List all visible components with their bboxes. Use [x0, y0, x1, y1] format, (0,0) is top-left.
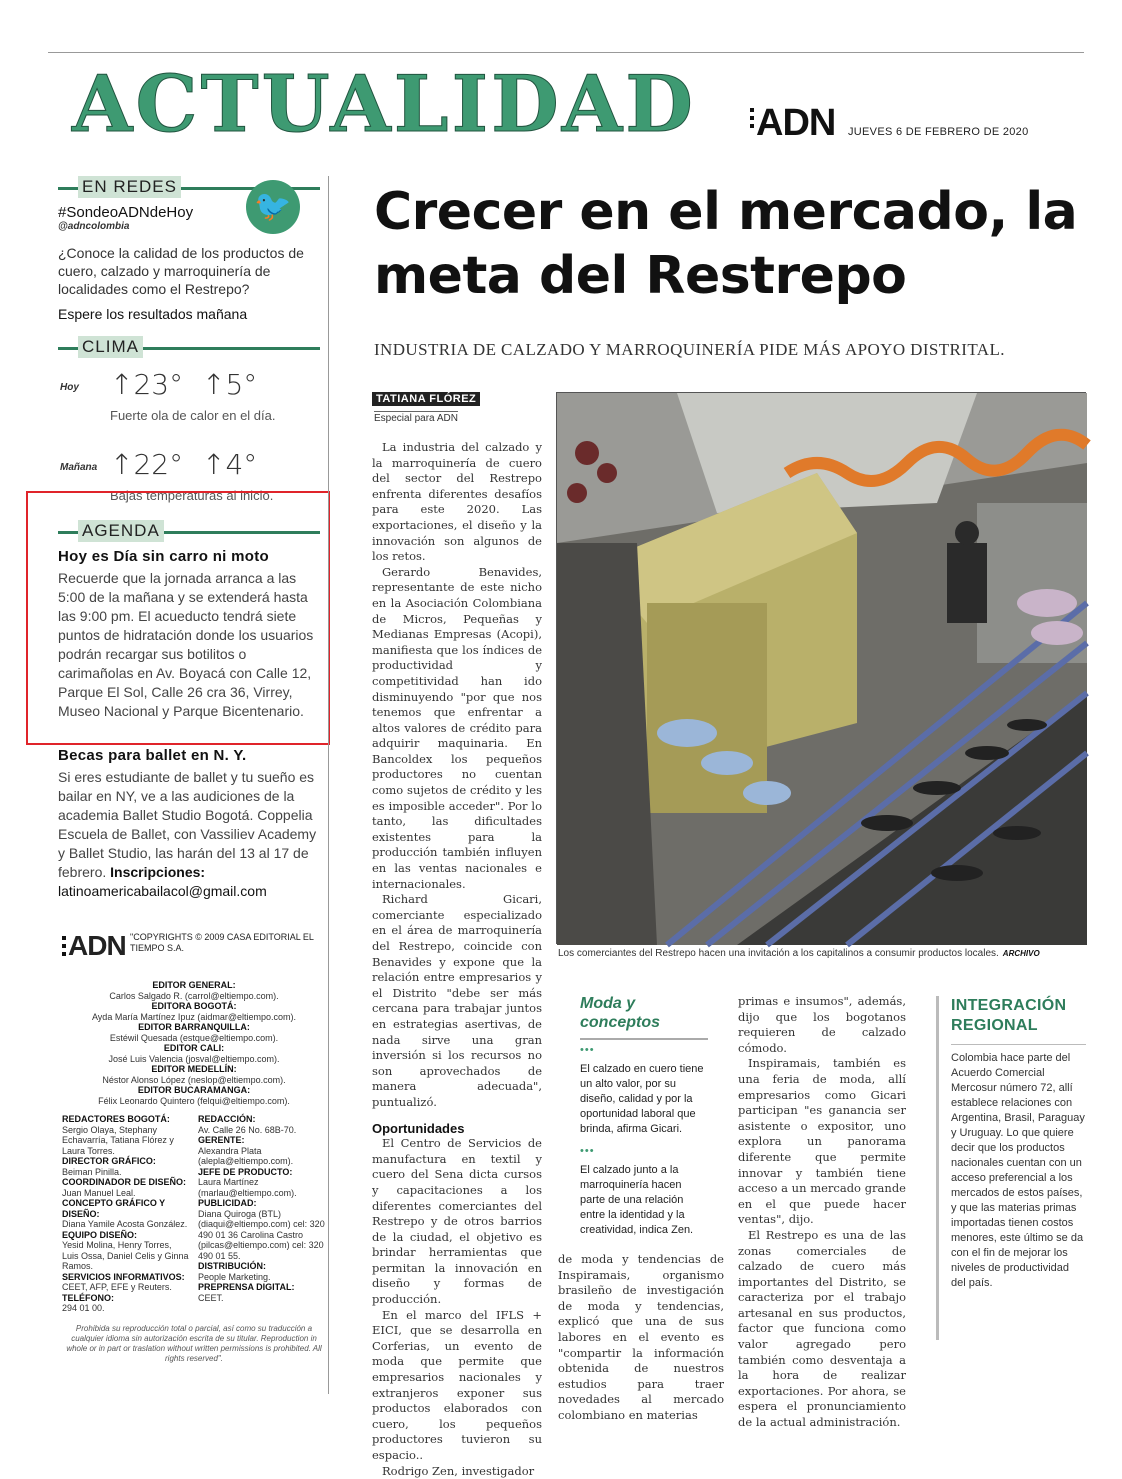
photo-caption: Los comerciantes del Restrepo hacen una invitación a los capitalinos a consumir productos locales. ARCHIVO [558, 948, 1040, 959]
highlight-box [26, 491, 330, 745]
section-title: ACTUALIDAD [72, 59, 696, 150]
credit-name: People Marketing. [198, 1271, 271, 1282]
paragraph: Rodrigo Zen, investigador [382, 1463, 535, 1478]
credit-name: Yesid Molina, Henry Torres, Luis Ossa, Daniel Celis y Ginna Ramos. [62, 1240, 189, 1271]
paragraph: primas e insumos", además, dijo que los bogotanos requieren de calzado cómodo. [738, 994, 906, 1055]
paragraph: La industria del calzado y la marroquinería de cuero del sector del Restrepo enfrenta diferentes desafíos para este 2020. Las exportaciones, el diseño y la innovación son algunos de los retos. [372, 440, 542, 564]
credit-role: TELÉFONO: [62, 1292, 114, 1303]
moda-item: El calzado junto a la marroquinería hacen parte de una relación entre la identidad y la creatividad, indica Zen. [580, 1164, 694, 1236]
credit-name: Av. Calle 26 No. 68B-70. [198, 1124, 297, 1135]
hashtag[interactable]: #SondeoADNdeHoy [58, 204, 194, 221]
weather-min: ↑4° [202, 448, 258, 481]
author-role: Especial para ADN [374, 413, 458, 424]
integracion-text: Colombia hace parte del Acuerdo Comercial Mercosur número 72, allí establece relaciones con Argentina, Brasil, Paraguay y Uruguay. Lo que quiere decir que los productos nacionales cuentan con un acceso preferencial a los mercados de estos países, y que las materias primas importadas tienen costos menores, este último se da con el fin de mejorar los niveles de productividad del país. [951, 1052, 1085, 1289]
credit-role: EDITOR CALI: [163, 1043, 225, 1053]
credit-role: REDACCIÓN: [198, 1114, 256, 1124]
credit-name: CEET, AFP, EFE y Reuters. [62, 1282, 172, 1292]
top-rule [48, 52, 1084, 53]
credit-name: Carlos Salgado R. (carrol@eltiempo.com). [109, 990, 279, 1001]
credit-role: PREPRENSA DIGITAL: [198, 1282, 295, 1292]
credit-name: CEET. [198, 1292, 224, 1303]
masthead [62, 932, 326, 1364]
credit-name: Diana Quiroga (BTL) (diaqui@eltiempo.com) cel: 320 490 01 36 Carolina Castro (pilcas@eltiempo.com) cel: 320 490 01 55. [198, 1208, 325, 1261]
copyright: "COPYRIGHTS © 2009 CASA EDITORIAL EL TIEMPO S.A. [130, 932, 314, 953]
article-column-3 [738, 994, 906, 1431]
moda-title: Moda y conceptos [580, 995, 661, 1031]
credit-role: COORDINADOR DE DISEÑO: [62, 1177, 187, 1187]
credit-role: CONCEPTO GRÁFICO Y DISEÑO: [62, 1198, 166, 1219]
weather-day: Mañana [60, 462, 98, 473]
social-handle[interactable]: @adncolombia [58, 221, 130, 232]
article-column-1 [372, 440, 542, 1479]
credit-role: REDACTORES BOGOTÁ: [62, 1114, 170, 1124]
integracion-box [936, 996, 1086, 1340]
brand-logo-footer: ADN [68, 930, 126, 961]
credit-role: GERENTE: [198, 1135, 245, 1145]
subheadline: INDUSTRIA DE CALZADO Y MARROQUINERÍA PIDE MÁS APOYO DISTRITAL. [374, 340, 1005, 359]
credit-name: Néstor Alonso López (neslop@eltiempo.com). [102, 1074, 286, 1085]
article-subtitle: Oportunidades [372, 1120, 465, 1136]
agenda-item-title: Becas para ballet en N. Y. [58, 747, 247, 764]
paragraph: Richard Gicari, comerciante especializado en el área de marroquinería del Restrepo, coincide con Benavides y expone que la relación entre empresarios y el Distrito "debe ser más cercana para trabajar juntos en estrategias asertivas, de nada sirve una gran inversión si los recursos no son aprovechados de manera adecuada", puntualizó. [372, 892, 542, 1109]
credit-name: Sergio Olaya, Stephany Echavarría, Tatiana Flórez y Laura Torres. [62, 1124, 174, 1156]
credit-role: EDITOR GENERAL: [152, 980, 236, 990]
agenda-item-body: Recuerde que la jornada arranca a las 5:00 de la mañana y se extenderá hasta las 9:00 pm. El acueducto tendrá siete puntos de hidratación donde los usuarios podrán recargar sus botilitos o carimañolas en Av. Boyacá con Calle 12, Parque El Sol, Calle 26 cra 36, Virrey, Museo Nacional y Parque Bicentenario. [58, 570, 314, 719]
weather-max: ↑23° [110, 368, 184, 401]
agenda-item-body: Si eres estudiante de ballet y tu sueño es bailar en NY, ve a las audiciones de la academia Ballet Studio Bogotá. Coppelia Escuela de Ballet, con Vassiliev Academy y Ballet Studio, las harán del 13 al 17 de febrero. Inscripciones: latinoamericabailacol@gmail.com [58, 769, 317, 899]
weather-min: ↑5° [202, 368, 258, 401]
section-label-agenda: AGENDA [58, 520, 320, 542]
credit-role: DISTRIBUCIÓN: [198, 1261, 266, 1271]
credit-role: EDITOR BARRANQUILLA: [138, 1022, 250, 1032]
agenda-item-title: Hoy es Día sin carro ni moto [58, 548, 269, 565]
credit-name: Diana Yamile Acosta González. [62, 1219, 188, 1229]
credit-name: Beiman Pinilla. [62, 1166, 122, 1177]
credit-role: DIRECTOR GRÁFICO: [62, 1156, 156, 1166]
weather-row-today [58, 364, 320, 444]
weather-desc: Bajas temperaturas al inicio. [110, 488, 274, 503]
credit-name: Laura Martínez (marlau@eltiempo.com). [198, 1177, 297, 1198]
section-label-clima: CLIMA [58, 336, 320, 358]
paragraph: En el marco del IFLS + EICI, que se desarrolla en Corferias, un evento de moda que permite que empresarios nacionales y extranjeros exponer sus productos elaborados con cuero, los pequeños productores tuvieron su espacio.. [372, 1307, 542, 1462]
poll-question: ¿Conoce la calidad de los productos de cuero, calzado y marroquinería de localidades como el Restrepo? [58, 245, 304, 297]
author-name: TATIANA FLÓREZ [372, 392, 480, 406]
credit-name: Ayda María Martínez Ipuz (aidmar@eltiempo.com). [91, 1011, 297, 1022]
weather-day: Hoy [60, 382, 79, 393]
weather-max: ↑22° [110, 448, 184, 481]
credit-name: Alexandra Plata (alepla@eltiempo.com). [198, 1145, 294, 1166]
credit-role: SERVICIOS INFORMATIVOS: [62, 1271, 185, 1282]
paragraph: Inspiramais, también es una feria de moda, allí empresarios como Gicari participan "es ganancia ser asistente o expositor, uno explora un panorama diferente que permite innovar y también tiene acceso a un mercado grande en el que puede hacer ventas", dijo. [738, 1056, 906, 1227]
credit-name: 294 01 00. [62, 1303, 105, 1313]
weather-desc: Fuerte ola de calor en el día. [110, 408, 276, 423]
photo-credit: ARCHIVO [1002, 949, 1040, 958]
credit-role: EDITOR BUCARAMANGA: [137, 1085, 251, 1095]
publication-date: JUEVES 6 DE FEBRERO DE 2020 [848, 126, 1029, 138]
paragraph: El Centro de Servicios de manufactura en textil y cuero del Sena dicta cursos y capacitaciones a los diferentes comerciantes del Restrepo y de otros barrios de la ciudad, el objetivo es brindar herramientas que permitan la innovación en diseño y formas de producción. [372, 1136, 542, 1307]
credit-name: Félix Leonardo Quintero (felqui@eltiempo.com). [98, 1095, 290, 1106]
moda-item: El calzado en cuero tiene un alto valor, por su diseño, calidad y por la oportunidad laboral que brinda, afirma Gicari. [580, 1063, 704, 1135]
column-divider [328, 176, 329, 1394]
headline: Crecer en el mercado, la meta del Restrepo [374, 182, 1078, 306]
credit-role: JEFE DE PRODUCTO: [198, 1166, 293, 1177]
credit-name: Juan Manuel Leal. [62, 1187, 136, 1198]
legal-notice: Prohibida su reproducción total o parcial, así como su traducción a cualquier idioma sin autorización escrita de su titular. Reproduction in whole or in part or traslation without written permissions is prohibited. All rights reserved". [66, 1323, 322, 1363]
staff-list [62, 1114, 326, 1314]
moda-box [580, 994, 708, 1238]
bullet-dots-icon: ••• [580, 1145, 595, 1157]
paragraph: Gerardo Benavides, representante de este nicho en la Asociación Colombiana de Micros, Pequeñas y Medianas Empresas (Acopi), manifiesta que los índices de productividad y competitividad han ido disminuyendo "por que nos tenemos que enfrentar a altos valores de crédito para adquirir maquinaria. En Bancoldex los pequeños productores no cuentan como sujetos de crédito y les es imposible acceder". Por lo tanto, las dificultades existentes para la producción también influyen en las ventas nacionales e internacionales. [372, 564, 542, 891]
agenda-email-link[interactable]: latinoamericabailacol@gmail.com [58, 883, 267, 899]
credit-role: EQUIPO DISEÑO: [62, 1229, 138, 1240]
credit-role: EDITORA BOGOTÁ: [151, 1001, 237, 1011]
agenda-signup-label: Inscripciones: [110, 864, 206, 880]
section-label-redes: EN REDES [58, 176, 320, 198]
bullet-dots-icon: ••• [580, 1044, 595, 1056]
paragraph: El Restrepo es una de las zonas comerciales de calzado de cuero más importantes del Distrito, se caracteriza por el trabajo artesanal en sus productos, factor que funciona como valor agregado pero también como desventaja a la hora de realizar exportaciones. Por ahora, se espera el pronunciamiento de la actual administración. [738, 1227, 906, 1430]
poll-result-note: Espere los resultados mañana [58, 306, 248, 322]
integracion-title: INTEGRACIÓN REGIONAL [951, 997, 1067, 1034]
credit-role: EDITOR MEDELLÍN: [151, 1064, 237, 1074]
credit-name: Estéwil Quesada (estque@eltiempo.com). [109, 1032, 279, 1043]
brand-logo: ADN [756, 102, 836, 144]
credit-role: PUBLICIDAD: [198, 1198, 257, 1208]
twitter-bird-icon: 🐦 [246, 180, 300, 234]
credit-name: José Luis Valencia (josval@eltiempo.com). [108, 1053, 280, 1064]
editors-list [62, 980, 326, 1106]
factory-photo [556, 392, 1086, 944]
article-column-2: de moda y tendencias de Inspiramais, organismo brasileño de investigación de moda y tendencias, explicó que una de sus labores en el evento es "compartir la información obtenida de nuestros estudios para traer novedades al mercado colombiano en materias [558, 1252, 724, 1422]
